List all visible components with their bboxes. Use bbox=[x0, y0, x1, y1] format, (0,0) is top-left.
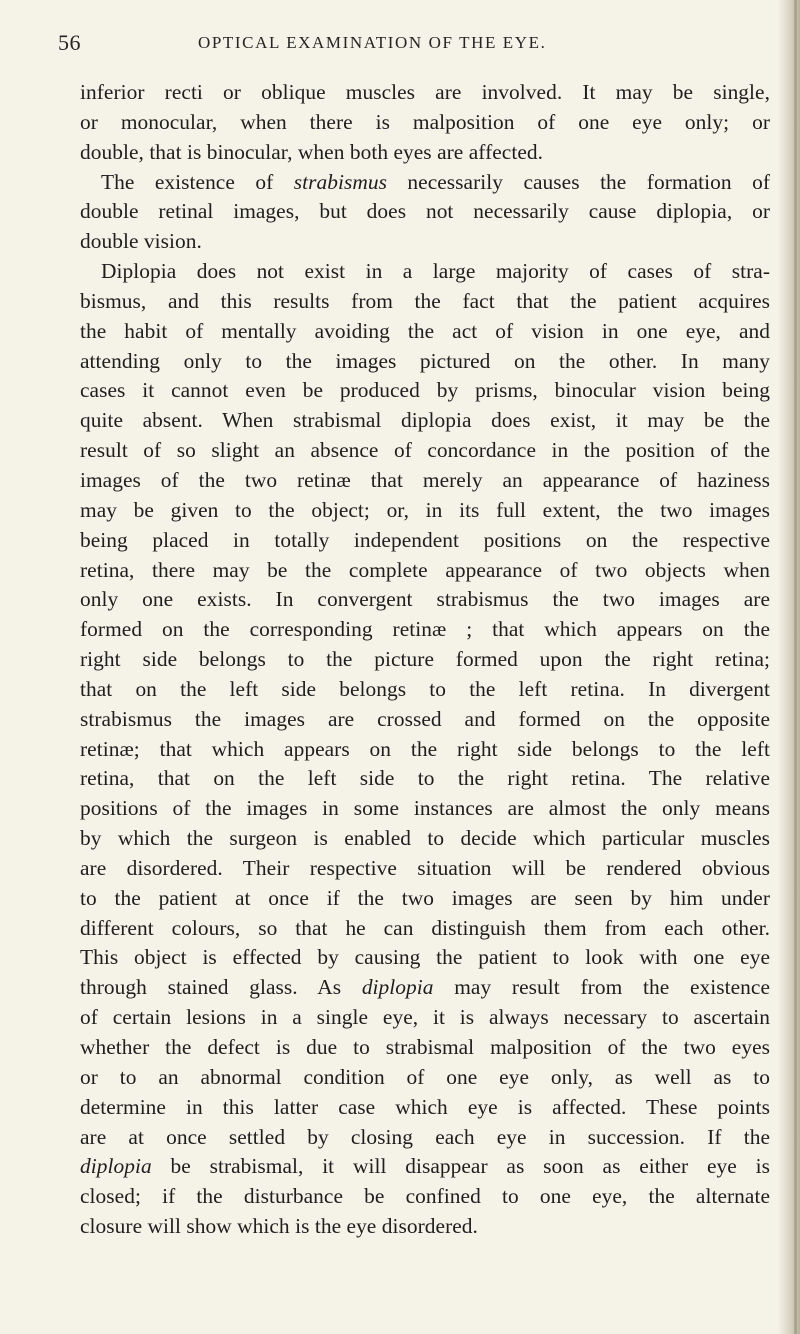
text-line bbox=[80, 615, 770, 645]
text-line bbox=[80, 854, 770, 884]
text-line bbox=[80, 764, 770, 794]
text-line bbox=[80, 1033, 770, 1063]
running-head bbox=[58, 30, 748, 60]
text-line bbox=[80, 1123, 770, 1153]
text-line bbox=[80, 645, 770, 675]
text-line bbox=[80, 943, 770, 973]
text-segment: or to an abnormal condition of one eye only, as well as to bbox=[80, 1064, 770, 1089]
text-line bbox=[80, 138, 770, 168]
text-line bbox=[80, 287, 770, 317]
text-segment: cases it cannot even be produced by prisms, binocular vision being bbox=[80, 378, 770, 403]
running-head-title: OPTICAL EXAMINATION OF THE EYE. bbox=[198, 33, 547, 52]
text-line bbox=[80, 1063, 770, 1093]
body-text bbox=[80, 78, 770, 1242]
text-line bbox=[80, 526, 770, 556]
text-line bbox=[80, 1212, 770, 1242]
text-segment: are at once settled by closing each eye in succession. If the bbox=[80, 1124, 770, 1149]
text-line bbox=[80, 705, 770, 735]
text-segment: by which the surgeon is enabled to decide which particular muscles bbox=[80, 826, 770, 851]
text-segment: This object is effected by causing the patient to look with one eye bbox=[80, 945, 770, 970]
text-line bbox=[80, 108, 770, 138]
text-line bbox=[80, 1093, 770, 1123]
text-line bbox=[80, 78, 770, 108]
text-segment: result of so slight an absence of concordance in the position of the bbox=[80, 438, 770, 463]
text-segment: right side belongs to the picture formed upon the right retina; bbox=[80, 647, 770, 672]
text-segment: images of the two retinæ that merely an appearance of haziness bbox=[80, 467, 770, 492]
text-segment: are disordered. Their respective situation will be rendered obvious bbox=[80, 855, 770, 880]
text-segment: strabismus the images are crossed and formed on the opposite bbox=[80, 706, 770, 731]
text-line bbox=[80, 347, 770, 377]
text-line bbox=[80, 466, 770, 496]
text-line bbox=[80, 496, 770, 526]
text-segment: inferior recti or oblique muscles are involved. It may be single, bbox=[80, 80, 770, 104]
text-segment: retina, there may be the complete appearance of two objects when bbox=[80, 557, 770, 582]
text-line bbox=[80, 884, 770, 914]
text-segment: quite absent. When strabismal diplopia does exist, it may be the bbox=[80, 408, 770, 433]
text-line bbox=[80, 824, 770, 854]
text-segment: The existence of bbox=[101, 169, 294, 194]
text-segment: to the patient at once if the two images are seen by him under bbox=[80, 885, 770, 910]
text-segment: closure will show which is the eye disordered. bbox=[80, 1214, 478, 1239]
text-line bbox=[80, 794, 770, 824]
text-segment: may be given to the object; or, in its full extent, the two images bbox=[80, 497, 770, 522]
text-line bbox=[80, 1003, 770, 1033]
text-line bbox=[80, 585, 770, 615]
text-line bbox=[80, 735, 770, 765]
text-line bbox=[80, 436, 770, 466]
text-line bbox=[80, 406, 770, 436]
text-segment: the habit of mentally avoiding the act of vision in one eye, and bbox=[80, 318, 770, 343]
text-segment: closed; if the disturbance be confined to one eye, the alternate bbox=[80, 1184, 770, 1209]
text-line bbox=[80, 197, 770, 227]
text-segment: retinæ; that which appears on the right side belongs to the left bbox=[80, 736, 770, 761]
text-segment: may result from the existence bbox=[433, 975, 770, 1000]
text-line bbox=[80, 376, 770, 406]
text-segment: double vision. bbox=[80, 229, 202, 254]
text-line bbox=[80, 675, 770, 705]
text-segment: retina, that on the left side to the right retina. The relative bbox=[80, 766, 770, 791]
text-segment: double, that is binocular, when both eyes are affected. bbox=[80, 139, 544, 164]
text-line bbox=[80, 1152, 770, 1182]
text-line bbox=[80, 257, 770, 287]
page-number: 56 bbox=[58, 30, 81, 55]
text-line bbox=[80, 168, 770, 198]
text-segment: determine in this latter case which eye is affected. These points bbox=[80, 1094, 770, 1119]
text-segment: or monocular, when there is malposition of one eye only; or bbox=[80, 109, 770, 134]
text-segment: formed on the corresponding retinæ ; that which appears on the bbox=[80, 617, 770, 642]
text-line bbox=[80, 1182, 770, 1212]
text-segment: double retinal images, but does not necessarily cause diplopia, or bbox=[80, 199, 770, 224]
text-segment: through stained glass. As bbox=[80, 975, 362, 1000]
text-line bbox=[80, 914, 770, 944]
text-segment: positions of the images in some instances are almost the only means bbox=[80, 796, 770, 821]
text-segment: of certain lesions in a single eye, it is always necessary to ascertain bbox=[80, 1005, 770, 1030]
text-segment: only one exists. In convergent strabismus the two images are bbox=[80, 587, 770, 612]
italic-term: diplopia bbox=[80, 1154, 152, 1179]
text-segment: that on the left side belongs to the left retina. In divergent bbox=[80, 676, 770, 701]
text-segment: necessarily causes the formation of bbox=[386, 169, 770, 194]
text-line bbox=[80, 556, 770, 586]
text-segment: being placed in totally independent positions on the respective bbox=[80, 527, 770, 552]
text-line bbox=[80, 317, 770, 347]
text-segment: whether the defect is due to strabismal malposition of the two eyes bbox=[80, 1035, 770, 1059]
text-segment: be strabismal, it will disappear as soon as either eye is bbox=[151, 1154, 770, 1179]
text-segment: attending only to the images pictured on the other. In many bbox=[80, 348, 770, 373]
text-line bbox=[80, 227, 770, 257]
text-segment: Diplopia does not exist in a large majority of cases of stra- bbox=[101, 259, 770, 284]
page-edge-line bbox=[794, 0, 797, 1334]
italic-term: strabismus bbox=[293, 169, 387, 194]
text-segment: bismus, and this results from the fact that the patient acquires bbox=[80, 288, 770, 313]
text-line bbox=[80, 973, 770, 1003]
italic-term: diplopia bbox=[361, 975, 434, 1000]
text-segment: different colours, so that he can distinguish them from each other. bbox=[80, 915, 770, 940]
